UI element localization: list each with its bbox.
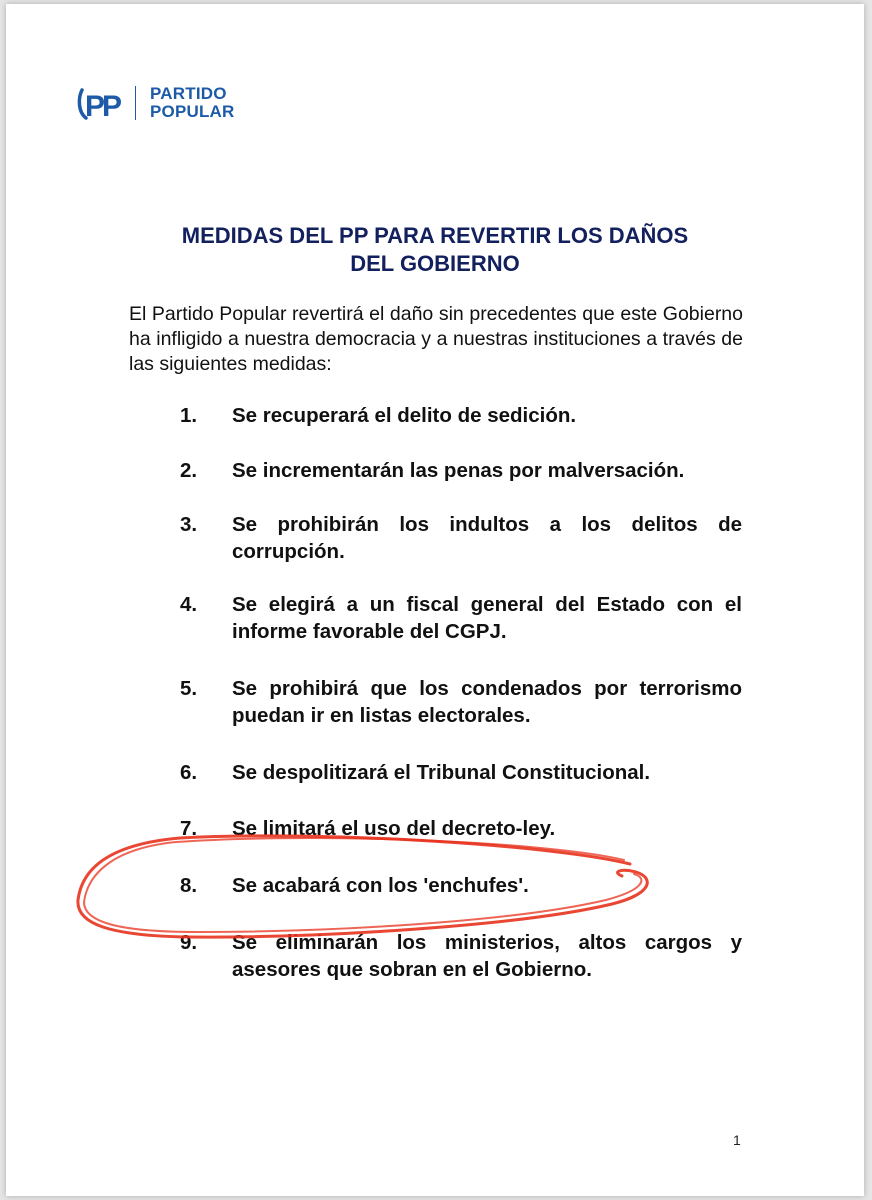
item-text: Se prohibirán los indultos a los delitos de corrupción. [232, 513, 742, 563]
logo-divider [135, 86, 136, 120]
logo-wordmark [150, 85, 235, 121]
item-text: Se acabará con los 'enchufes'. [232, 874, 529, 897]
logo-line-1: PARTIDO [150, 84, 227, 103]
item-text: Se incrementarán las penas por malversación. [232, 459, 685, 482]
item-number: 2. [180, 459, 198, 482]
item-number: 4. [180, 593, 198, 616]
item-number: 8. [180, 874, 198, 897]
item-number: 5. [180, 677, 198, 700]
item-number: 3. [180, 513, 198, 536]
item-text: Se limitará el uso del decreto-ley. [232, 817, 556, 840]
item-text: Se elegirá a un fiscal general del Estado con el informe favorable del CGPJ. [232, 593, 742, 643]
title-line-2: DEL GOBIERNO [350, 251, 520, 276]
page-number: 1 [733, 1132, 741, 1148]
intro-paragraph: El Partido Popular revertirá el daño sin precedentes que este Gobierno ha infligido a nuestra democracia y a nuestras instituciones a través de las siguientes medidas: [129, 303, 743, 375]
page-title [6, 222, 864, 278]
document-page [6, 4, 864, 1196]
item-text: Se eliminarán los ministerios, altos cargos y asesores que sobran en el Gobierno. [232, 931, 742, 981]
item-text: Se despolitizará el Tribunal Constitucional. [232, 761, 651, 784]
logo-line-2: POPULAR [150, 102, 235, 121]
pp-logo-mark: PP [85, 90, 120, 123]
item-number: 1. [180, 404, 198, 427]
item-text: Se recuperará el delito de sedición. [232, 404, 577, 427]
pp-logo-icon [76, 84, 132, 124]
item-number: 7. [180, 817, 198, 840]
item-text: Se prohibirá que los condenados por terrorismo puedan ir en listas electorales. [232, 677, 742, 727]
item-number: 9. [180, 931, 198, 954]
title-line-1: MEDIDAS DEL PP PARA REVERTIR LOS DAÑOS [181, 223, 689, 248]
item-number: 6. [180, 761, 198, 784]
